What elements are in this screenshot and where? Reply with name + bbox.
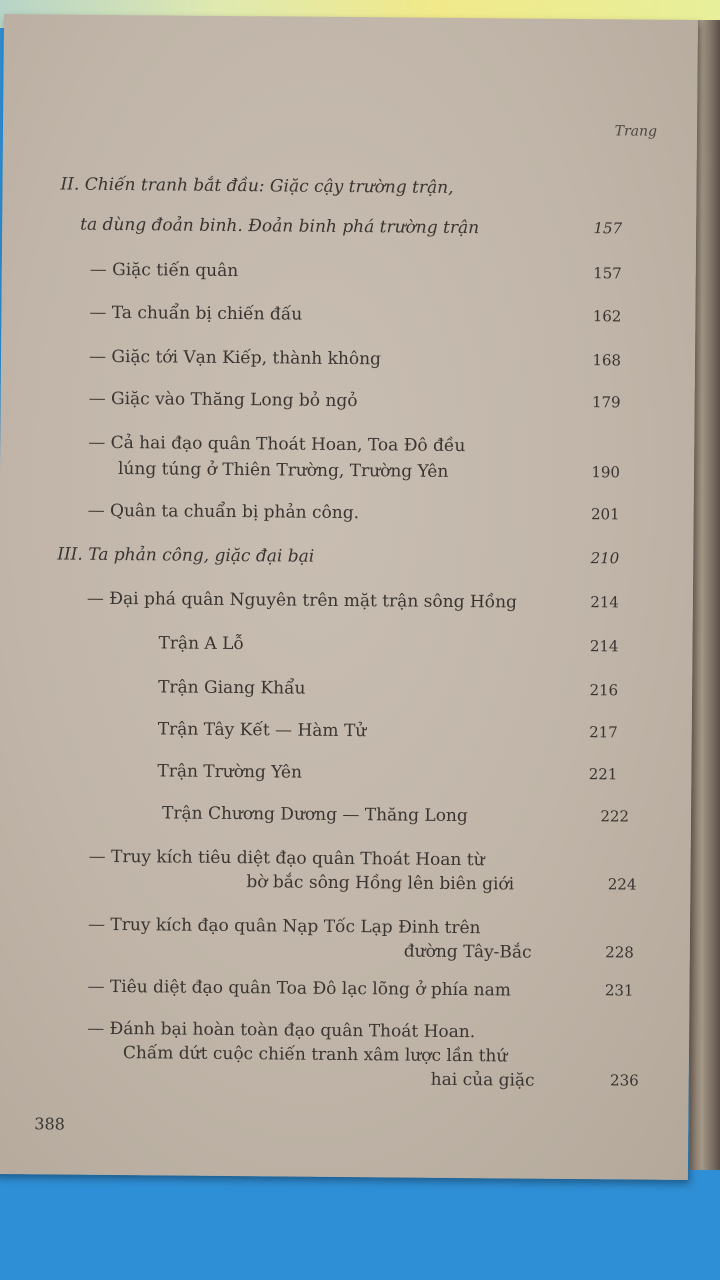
page-number: 388 <box>34 1114 65 1134</box>
toc-line <box>0 802 687 827</box>
toc-page-number: 236 <box>609 1071 639 1090</box>
toc-line <box>0 846 687 871</box>
toc-page-number: 157 <box>593 219 623 238</box>
toc-line-text: — Truy kích đạo quân Nạp Tốc Lạp Đinh trên <box>87 914 481 939</box>
toc-page-number: 221 <box>588 765 618 784</box>
toc-line-text: lúng túng ở Thiên Trường, Trường Yên <box>117 459 449 482</box>
toc-line-text: ta dùng đoản binh. Đoản binh phá trường trận <box>80 214 480 239</box>
toc-line <box>0 1042 685 1067</box>
toc-page-number: 228 <box>605 943 634 962</box>
toc-line <box>0 870 687 895</box>
toc-line-text: hai của giặc <box>430 1069 535 1091</box>
toc-line-text: đường Tây-Bắc <box>403 941 532 963</box>
toc-page-number: 210 <box>590 549 620 568</box>
toc-line <box>0 432 690 457</box>
toc-line <box>2 259 692 283</box>
toc-line <box>1 302 691 326</box>
toc-line <box>0 760 687 784</box>
toc-page-number: 168 <box>592 351 622 370</box>
toc-line <box>1 346 691 370</box>
toc-page-number: 216 <box>589 681 619 700</box>
book-page <box>0 14 698 1180</box>
toc-line <box>0 976 686 1001</box>
toc-line-text: — Đại phá quân Nguyên trên mặt trận sông Hồng <box>86 588 518 613</box>
toc-line-text: II. Chiến tranh bắt đầu: Giặc cậy trường trận, <box>60 174 454 198</box>
toc-line-text: — Giặc tới Vạn Kiếp, thành không <box>88 346 382 370</box>
toc-line <box>0 544 689 568</box>
toc-page-number: 231 <box>604 981 634 1000</box>
toc-page-number: 162 <box>592 307 622 326</box>
toc-line-text: — Giặc vào Thăng Long bỏ ngỏ <box>88 388 358 412</box>
page-header-trang: Trang <box>614 123 658 140</box>
toc-page-number: 157 <box>593 264 622 283</box>
toc-line <box>0 458 690 482</box>
toc-line <box>0 500 690 524</box>
toc-line-text: — Giặc tiến quân <box>89 259 239 282</box>
toc-line-text: Trận Giang Khẩu <box>158 677 306 699</box>
toc-line-text: — Tiêu diệt đạo quân Toa Đô lạc lõng ở phía nam <box>87 976 511 1001</box>
toc-line <box>0 676 688 700</box>
toc-page-number: 214 <box>590 593 619 612</box>
toc-line <box>0 718 688 742</box>
toc-line <box>0 588 689 613</box>
toc-line <box>3 174 693 198</box>
toc-line-text: — Cả hai đạo quân Thoát Hoan, Toa Đô đều <box>88 432 466 457</box>
toc-line <box>1 388 691 412</box>
toc-line-text: Trận Chương Dương — Thăng Long <box>161 803 468 827</box>
toc-line <box>0 1018 685 1043</box>
toc-page-number: 190 <box>591 463 621 482</box>
toc-line-text: — Ta chuẩn bị chiến đấu <box>89 302 303 325</box>
toc-line-text: Chấm dứt cuộc chiến tranh xâm lược lần thứ <box>122 1043 508 1067</box>
toc-page-number: 214 <box>589 637 619 656</box>
toc-page-number: 217 <box>589 723 618 742</box>
toc-page-number: 222 <box>600 807 630 826</box>
toc-line-text: Trận Tây Kết — Hàm Tử <box>157 719 367 742</box>
toc-line-text: bờ bắc sông Hồng lên biên giới <box>246 872 515 895</box>
toc-page-number: 179 <box>591 393 621 412</box>
toc-line <box>2 214 692 239</box>
toc-page-number: 224 <box>607 875 637 894</box>
toc-line <box>0 1066 685 1091</box>
toc-line-text: — Quân ta chuẩn bị phản công. <box>87 500 360 524</box>
toc-line <box>0 632 689 656</box>
toc-line <box>0 938 686 963</box>
toc-line <box>0 914 686 939</box>
toc-line-text: — Truy kích tiêu diệt đạo quân Thoát Hoan từ <box>88 846 485 871</box>
toc-line-text: III. Ta phản công, giặc đại bại <box>57 544 315 567</box>
toc-line-text: — Đánh bại hoàn toàn đạo quân Thoát Hoan. <box>87 1018 476 1043</box>
toc-line-text: Trận A Lỗ <box>158 633 244 655</box>
toc-line-text: Trận Trường Yên <box>157 761 303 783</box>
toc-page-number: 201 <box>590 505 620 524</box>
